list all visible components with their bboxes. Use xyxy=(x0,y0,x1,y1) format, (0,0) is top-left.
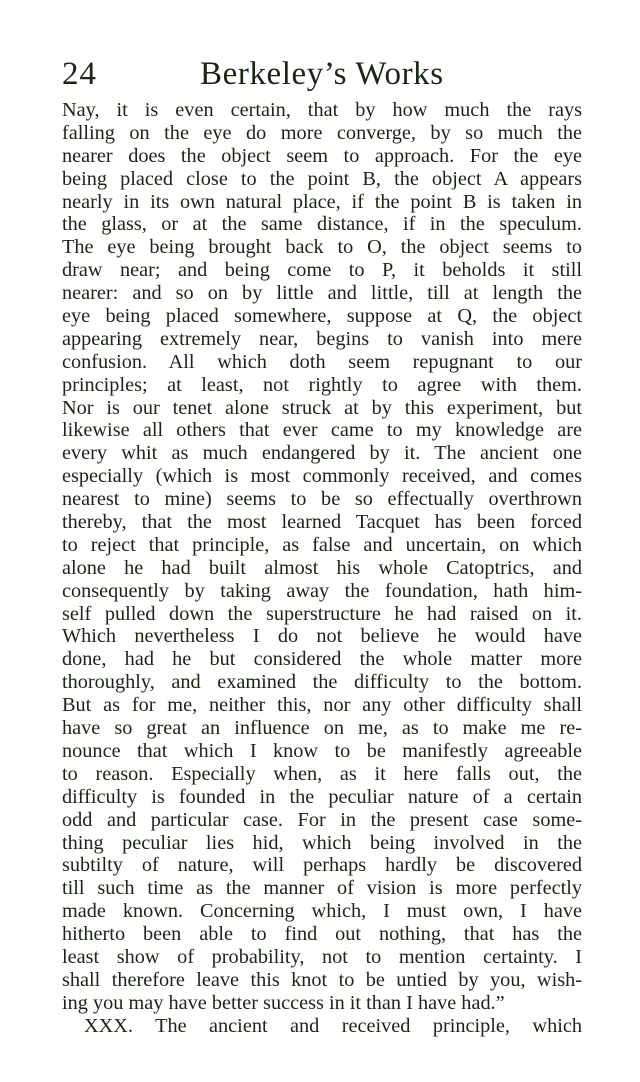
text-line: shall therefore leave this knot to be untied by you, wish- xyxy=(62,968,582,991)
text-line: nearer does the object seem to approach. For the eye xyxy=(62,144,582,167)
text-line: thoroughly, and examined the difficulty to the bottom. xyxy=(62,671,582,694)
text-line: to reason. Especially when, as it here falls out, the xyxy=(62,762,582,785)
text-line: least show of probability, not to mention certainty. I xyxy=(62,945,582,968)
text-line: self pulled down the superstructure he had raised on it. xyxy=(62,602,582,625)
text-line: thereby, that the most learned Tacquet has been forced xyxy=(62,511,582,534)
text-line: done, had he but considered the whole matter more xyxy=(62,648,582,671)
text-line: ing you may have better success in it than I have had.” xyxy=(62,991,505,1014)
text-line: the glass, or at the same distance, if in the speculum. xyxy=(62,213,582,236)
text-line: nounce that which I know to be manifestly agreeable xyxy=(62,739,582,762)
text-line: thing peculiar lies hid, which being involved in the xyxy=(62,831,582,854)
text-line: Nay, it is even certain, that by how much the rays xyxy=(62,99,582,121)
text-line: till such time as the manner of vision is more perfectly xyxy=(62,877,582,900)
text-line: consequently by taking away the foundation, hath him- xyxy=(62,579,582,602)
text-line: have so great an influence on me, as to make me re- xyxy=(62,717,582,740)
text-line: especially (which is most commonly received, and comes xyxy=(62,465,582,488)
text-line: nearest to mine) seems to be so effectually overthrown xyxy=(62,488,582,511)
page-number: 24 xyxy=(62,56,97,92)
text-line: every whit as much endangered by it. The ancient one xyxy=(62,442,582,465)
text-line: difficulty is founded in the peculiar nature of a certain xyxy=(62,785,582,808)
text-line: eye being placed somewhere, suppose at Q, the object xyxy=(62,305,582,328)
text-line: The eye being brought back to O, the object seems to xyxy=(62,236,582,259)
text-line: Which nevertheless I do not believe he would have xyxy=(62,625,582,648)
running-title: Berkeley’s Works xyxy=(200,56,444,92)
text-line: But as for me, neither this, nor any other difficulty shall xyxy=(62,694,582,717)
text-line: Nor is our tenet alone struck at by this experiment, but xyxy=(62,396,582,419)
text-line: principles; at least, not rightly to agree with them. xyxy=(62,373,582,396)
text-line: nearly in its own natural place, if the point B is taken in xyxy=(62,190,582,213)
page-header xyxy=(62,52,582,96)
text-line: falling on the eye do more converge, by so much the xyxy=(62,121,582,144)
body-text xyxy=(62,99,582,1038)
text-line: confusion. All which doth seem repugnant to our xyxy=(62,350,582,373)
text-line: being placed close to the point B, the object A appears xyxy=(62,167,582,190)
text-line: subtilty of nature, will perhaps hardly be discovered xyxy=(62,854,582,877)
text-line: appearing extremely near, begins to vanish into mere xyxy=(62,327,582,350)
text-line: XXX. The ancient and received principle, which xyxy=(84,1014,582,1037)
text-line: odd and particular case. For in the present case some- xyxy=(62,808,582,831)
text-line: likewise all others that ever came to my knowledge are xyxy=(62,419,582,442)
text-line: alone he had built almost his whole Catoptrics, and xyxy=(62,556,582,579)
text-line: to reject that principle, as false and uncertain, on which xyxy=(62,533,582,556)
text-line: draw near; and being come to P, it beholds it still xyxy=(62,259,582,282)
text-line: made known. Concerning which, I must own, I have xyxy=(62,900,582,923)
text-line: hitherto been able to find out nothing, that has the xyxy=(62,923,582,946)
text-line: nearer: and so on by little and little, till at length the xyxy=(62,282,582,305)
